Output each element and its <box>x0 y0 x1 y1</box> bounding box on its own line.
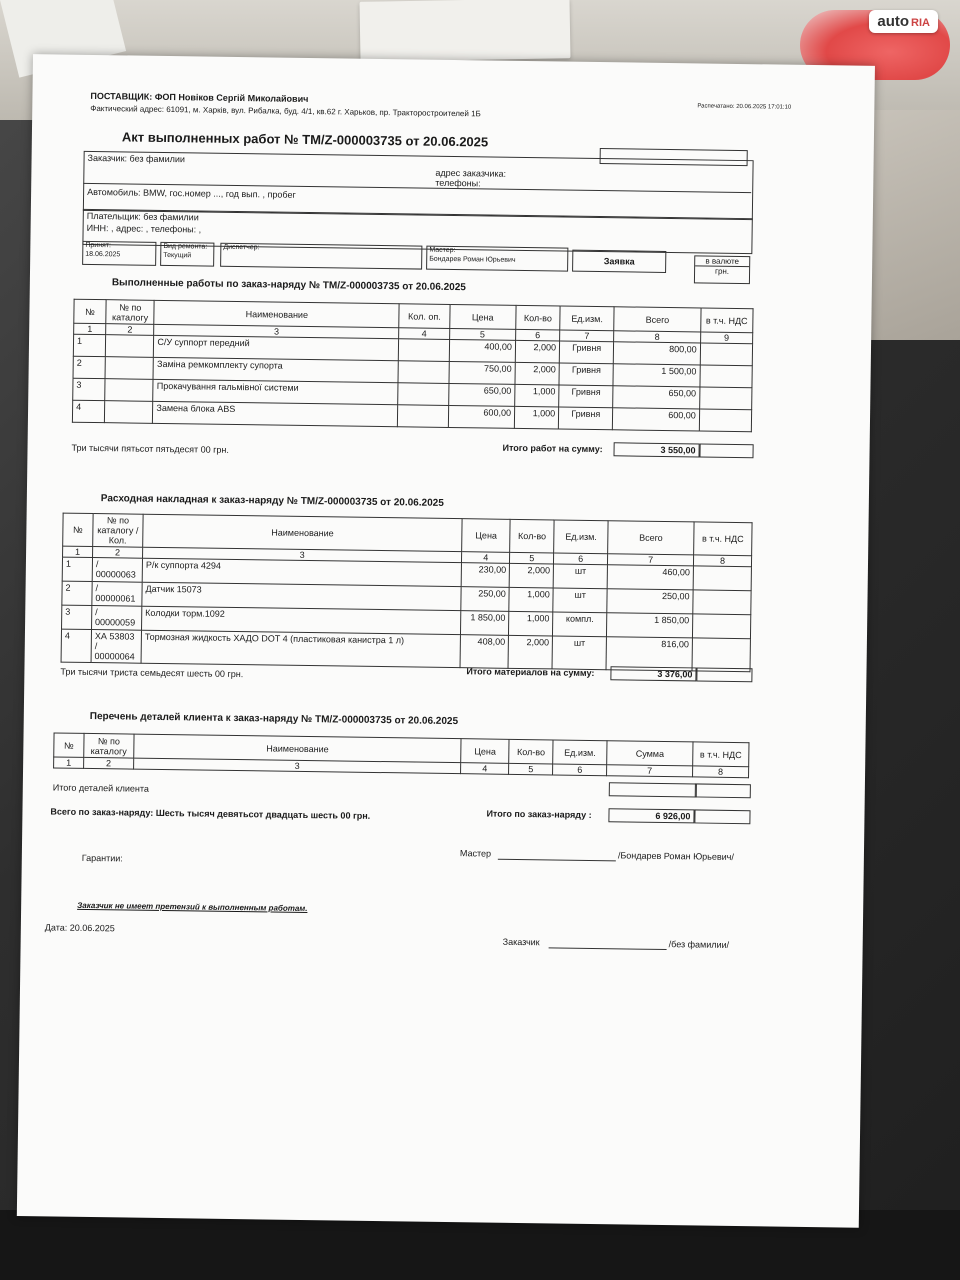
cell-qty: 1,000 <box>509 587 553 612</box>
cell-total: 800,00 <box>614 342 701 365</box>
col-number: 5 <box>509 763 553 775</box>
cell-total: 650,00 <box>613 386 700 409</box>
works-total-label: Итого работ на сумму: <box>502 442 603 455</box>
document-page <box>17 54 875 1228</box>
customer-sign-line <box>549 947 667 950</box>
col-number: 5 <box>510 552 554 564</box>
cell-cat <box>105 379 154 402</box>
customer-address-label: адрес заказчика: <box>435 167 507 179</box>
cell-name: Прокачування гальмівної системи <box>153 379 398 404</box>
master-label: Мастер: <box>429 246 456 255</box>
col-header: Ед.изм. <box>554 520 608 554</box>
cell-ops <box>399 339 450 362</box>
cell-name: Р/к суппорта 4294 <box>142 558 462 586</box>
repair-label: Вид ремонта: <box>163 242 208 251</box>
cell-cat <box>105 335 154 358</box>
cell-name: С/У суппорт передний <box>154 335 399 360</box>
customer-phones-label: телефоны: <box>435 177 481 189</box>
printed-timestamp: Распечатано: 20.06.2025 17:01:10 <box>697 103 792 111</box>
cell-name: Замена блока ABS <box>153 401 398 426</box>
client-parts-total-vat <box>695 783 751 798</box>
col-header: в т.ч. НДС <box>694 522 752 556</box>
accepted-label: Принят: <box>85 241 112 250</box>
supplier-line: ПОСТАВЩИК: ФОП Новіков Сергій Миколайович <box>90 90 309 104</box>
cell-n: 1 <box>62 557 92 581</box>
cell-price: 230,00 <box>461 563 509 588</box>
cell-name: Датчик 15073 <box>142 582 462 610</box>
cell-vat <box>699 387 752 410</box>
cell-unit: Гривня <box>559 385 614 408</box>
customer-line: Заказчик: без фамилии <box>87 152 186 165</box>
cell-cat <box>105 401 154 424</box>
client-parts-total-value <box>609 782 697 797</box>
cell-price: 650,00 <box>448 383 515 406</box>
cell-unit: компл. <box>553 612 607 637</box>
master-sign-label: Мастер <box>459 848 492 859</box>
cell-price: 1 850,00 <box>461 611 509 636</box>
col-number: 1 <box>74 323 106 334</box>
col-number: 3 <box>142 547 461 562</box>
no-claims-note: Заказчик не имеет претензий к выполненным работам. <box>77 900 308 914</box>
cell-n: 2 <box>73 356 105 378</box>
cell-cat: / 00000059 <box>91 605 141 630</box>
cell-price: 600,00 <box>448 405 515 428</box>
cell-price: 400,00 <box>449 339 516 362</box>
col-header: Ед.изм. <box>560 306 615 331</box>
col-number: 8 <box>693 766 749 778</box>
col-header: № по каталогу / Кол. <box>93 514 143 548</box>
cell-vat <box>699 409 752 432</box>
col-header: Кол-во <box>516 305 561 330</box>
works-total-vat <box>699 443 753 458</box>
repair-value: Текущий <box>163 251 192 260</box>
cell-unit: Гривня <box>559 341 614 364</box>
col-number: 4 <box>462 552 510 564</box>
cell-total: 460,00 <box>607 565 693 590</box>
cell-qty: 2,000 <box>515 362 559 385</box>
col-header: Цена <box>461 739 509 764</box>
cell-total: 600,00 <box>613 408 700 431</box>
dispatcher-label: Диспетчер: <box>223 243 260 252</box>
col-header: № <box>54 733 84 757</box>
cell-total: 1 500,00 <box>613 364 700 387</box>
order-total-vat <box>694 809 750 824</box>
col-header: Кол. оп. <box>399 304 450 329</box>
client-parts-title: Перечень деталей клиента к заказ-наряду № ТМ/Z-000003735 от 20.06.2025 <box>89 710 459 728</box>
inn-line: ИНН: , адрес: , телефоны: , <box>86 222 202 235</box>
cell-ops <box>398 405 449 428</box>
order-total-label: Итого по заказ-наряду : <box>486 808 592 820</box>
col-number: 7 <box>560 330 614 342</box>
cell-n: 2 <box>62 581 92 605</box>
col-header: Наименование <box>134 734 462 763</box>
col-number: 4 <box>461 763 509 775</box>
master-sign-line <box>498 859 616 862</box>
cell-name: Тормозная жидкость ХАДО DOT 4 (пластиковая канистра 1 л) <box>141 630 461 667</box>
cell-vat <box>700 365 753 388</box>
col-header: Всего <box>614 307 701 332</box>
auto-ria-logo: auto RIA <box>869 10 938 33</box>
cell-unit: шт <box>553 588 607 613</box>
materials-total-words: Три тысячи триста семьдесят шесть 00 грн. <box>60 666 244 680</box>
col-number: 8 <box>614 331 701 343</box>
col-number: 7 <box>608 554 694 566</box>
cell-n: 1 <box>73 334 105 356</box>
cell-n: 3 <box>62 605 92 629</box>
col-header: Наименование <box>143 514 463 551</box>
col-number: 9 <box>700 332 752 344</box>
cell-name: Колодки торм.1092 <box>141 606 461 634</box>
request-box: Заявка <box>572 250 666 273</box>
col-number: 2 <box>84 757 134 769</box>
cell-ops <box>398 361 449 384</box>
col-number: 1 <box>63 546 93 557</box>
col-number: 1 <box>54 757 84 768</box>
cell-qty: 1,000 <box>514 406 558 429</box>
col-number: 6 <box>553 764 607 776</box>
cell-cat: / 00000061 <box>92 581 142 606</box>
cell-n: 4 <box>72 400 104 422</box>
accepted-date: 18.06.2025 <box>85 250 121 259</box>
materials-total-vat <box>696 667 752 682</box>
col-header: Кол-во <box>510 519 554 553</box>
materials-table <box>61 513 753 673</box>
works-total-words: Три тысячи пятьсот пятьдесят 00 грн. <box>71 442 229 455</box>
master-sign-name: /Бондарев Роман Юрьевич/ <box>617 850 734 862</box>
grand-total-words: Всего по заказ-наряду: Шесть тысяч девятьсот двадцать шесть 00 грн. <box>50 806 371 821</box>
cell-vat <box>693 566 751 591</box>
supplier-address: Фактический адрес: 61091, м. Харків, вул. Рибалка, буд. 4/1, кв.62 г. Харьков, пр. Тракторостроителей 1Б <box>90 103 481 119</box>
col-number: 5 <box>449 328 515 340</box>
document-title: Акт выполненных работ № ТМ/Z-000003735 от 20.06.2025 <box>121 129 489 150</box>
cell-total: 816,00 <box>606 637 692 671</box>
cell-price: 250,00 <box>461 587 509 612</box>
order-total-value: 6 926,00 <box>608 808 694 823</box>
works-table <box>72 299 754 432</box>
col-header: Сумма <box>607 741 693 766</box>
master-value: Бондарев Роман Юрьевич <box>429 255 516 264</box>
col-number: 6 <box>516 329 560 341</box>
cell-qty: 1,000 <box>509 611 553 636</box>
cell-total: 250,00 <box>607 589 693 614</box>
cell-cat: / 00000063 <box>92 558 142 583</box>
payer-line: Плательщик: без фамилии <box>86 210 199 223</box>
col-header: Кол-во <box>509 739 553 764</box>
cell-vat <box>692 614 750 639</box>
col-header: № <box>74 299 106 323</box>
col-number: 8 <box>693 555 751 567</box>
materials-title: Расходная накладная к заказ-наряду № ТМ/Z-000003735 от 20.06.2025 <box>100 493 444 509</box>
cell-qty: 2,000 <box>508 635 552 669</box>
car-line: Автомобиль: BMW, гос.номер ..., год вып. , пробег <box>87 186 296 200</box>
cell-n: 3 <box>73 378 105 400</box>
col-number: 3 <box>154 324 399 338</box>
col-number: 4 <box>399 328 449 340</box>
cell-cat: ХА 53803 / 00000064 <box>91 629 141 663</box>
cell-unit: Гривня <box>558 407 613 430</box>
materials-total-value: 3 376,00 <box>610 666 696 681</box>
col-header: № <box>63 513 93 546</box>
background-notebook <box>359 0 570 62</box>
cell-qty: 2,000 <box>509 563 553 588</box>
customer-sign-name: /без фамилии/ <box>668 939 730 950</box>
date-line: Дата: 20.06.2025 <box>44 922 115 934</box>
col-number: 3 <box>133 758 460 774</box>
cell-vat <box>693 590 751 615</box>
col-header: Всего <box>608 521 694 555</box>
cell-qty: 1,000 <box>515 384 559 407</box>
cell-n: 4 <box>61 629 91 662</box>
cell-name: Заміна ремкомплекту супорта <box>153 357 398 382</box>
cell-unit: шт <box>553 564 607 589</box>
col-header: № по каталогу <box>106 300 155 325</box>
cell-cat <box>105 357 154 380</box>
cell-price: 408,00 <box>460 635 508 669</box>
col-number: 7 <box>607 765 693 777</box>
materials-total-label: Итого материалов на сумму: <box>466 666 595 679</box>
works-title: Выполненные работы по заказ-наряду № ТМ/Z-000003735 от 20.06.2025 <box>111 277 466 294</box>
warranty-label: Гарантии: <box>81 852 123 864</box>
col-header: в т.ч. НДС <box>693 742 749 767</box>
cell-ops <box>398 383 449 406</box>
cell-price: 750,00 <box>449 361 516 384</box>
client-parts-total-label: Итого деталей клиента <box>52 782 150 794</box>
client-parts-table <box>53 732 749 778</box>
cell-total: 1 850,00 <box>607 613 693 638</box>
col-header: № по каталогу <box>84 733 134 758</box>
cell-vat <box>700 343 753 366</box>
col-number: 6 <box>554 553 608 565</box>
currency-label: в валюте <box>705 256 740 266</box>
col-header: Наименование <box>154 300 399 327</box>
cell-unit: шт <box>552 636 606 670</box>
col-header: Цена <box>462 519 510 553</box>
col-number: 2 <box>106 324 154 336</box>
customer-sign-label: Заказчик <box>502 936 540 948</box>
cell-qty: 2,000 <box>515 340 559 363</box>
currency-box <box>694 255 750 284</box>
works-total-value: 3 550,00 <box>613 442 699 457</box>
col-number: 2 <box>92 547 142 559</box>
currency-value: грн. <box>695 265 749 276</box>
cell-unit: Гривня <box>559 363 614 386</box>
col-header: Цена <box>449 304 516 329</box>
col-header: в т.ч. НДС <box>700 308 753 333</box>
col-header: Ед.изм. <box>553 740 607 765</box>
